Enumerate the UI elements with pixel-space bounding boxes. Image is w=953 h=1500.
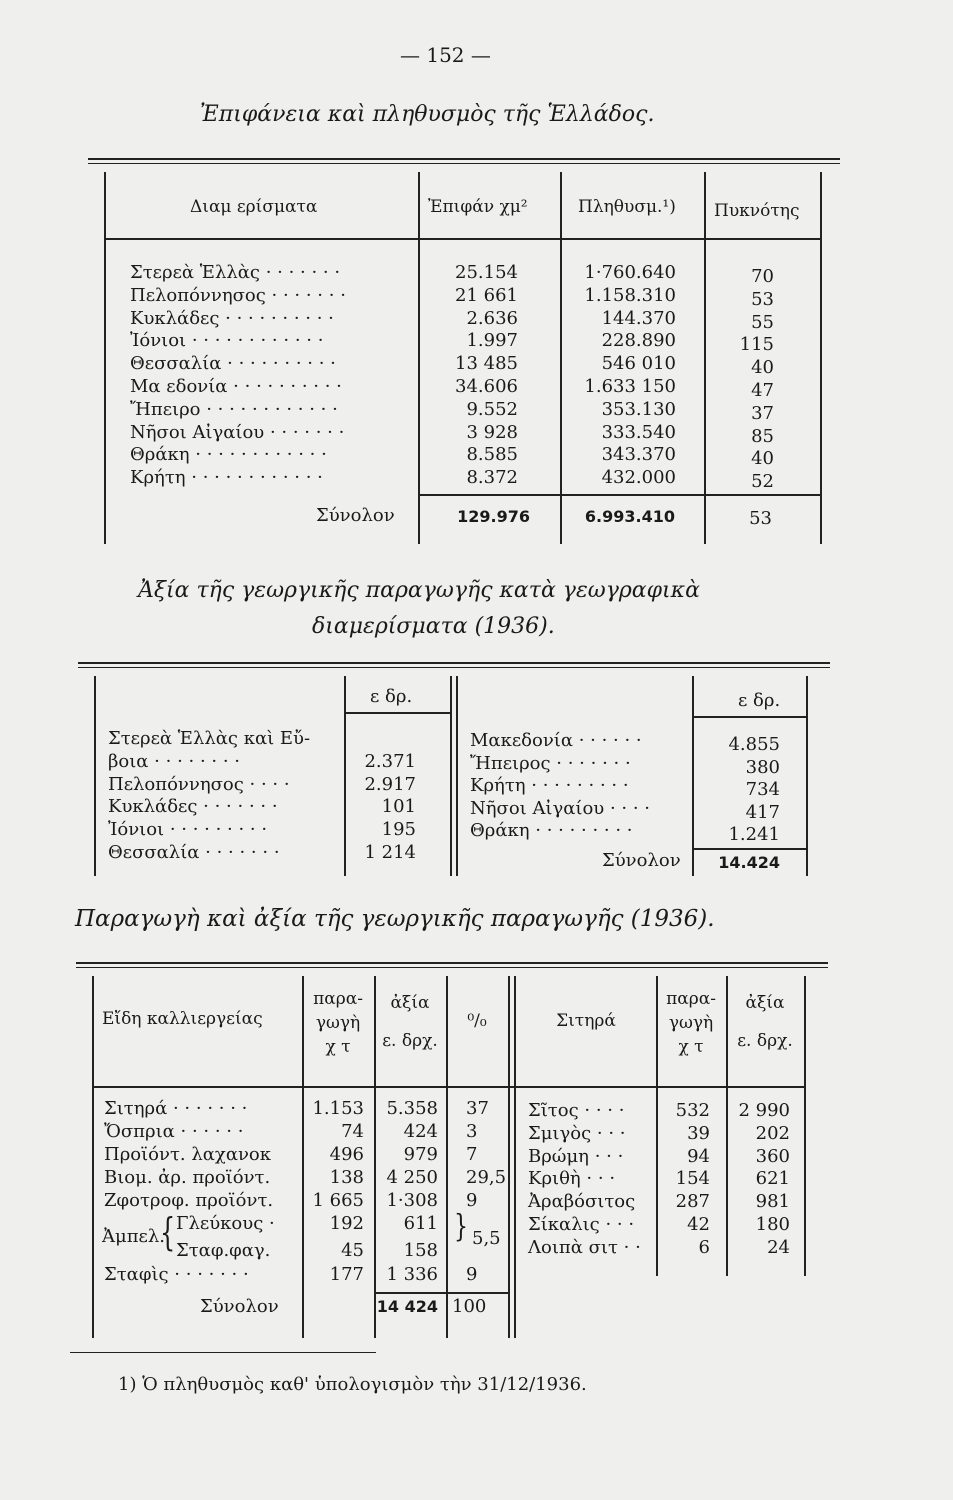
- table2-top-rule2: [78, 667, 830, 668]
- table2-left-value: 101: [381, 796, 416, 818]
- table1-region-name: Μα εδονία · · · · · · · · · ·: [130, 376, 342, 397]
- table3-divider-4: [508, 976, 510, 1338]
- table2-left-region: βοια · · · · · · · ·: [108, 750, 241, 772]
- table3-production-cell: 45: [341, 1240, 364, 1261]
- table2-right-region: Μακεδονία · · · · · ·: [470, 730, 642, 751]
- table2-right-value: 380: [745, 756, 780, 778]
- table1-divider-3: [704, 172, 706, 544]
- table3-value-cell: 979: [403, 1144, 438, 1165]
- table1-total-area: 129.976: [457, 507, 530, 526]
- table1-region-name: Κυκλάδες · · · · · · · · · ·: [130, 307, 334, 329]
- footnote-rule: [70, 1352, 376, 1353]
- table2-left-region: Θεσσαλία · · · · · · ·: [108, 842, 280, 863]
- table3-total-rule: [374, 1292, 508, 1294]
- table3-value-cell: 158: [403, 1240, 438, 1261]
- table1-region-name: Ἰόνιοι · · · · · · · · · · · ·: [130, 330, 324, 352]
- table1-border-right: [820, 172, 822, 544]
- table3-crop-kind: Ὄσπρια · · · · · ·: [104, 1121, 244, 1142]
- table3-value-cell: 424: [403, 1121, 438, 1142]
- table3-cereal-name: Σῖτος · · · ·: [528, 1100, 625, 1121]
- table3-header-val-1: ἀξία: [390, 993, 430, 1013]
- table3-value-cell: 1 336: [386, 1264, 438, 1285]
- table1-title: Ἐπιφάνεια καὶ πληθυσμὸς τῆς Ἑλλάδος.: [200, 102, 655, 127]
- table3-cereal-value: 202: [755, 1122, 790, 1144]
- table3-value-cell: 1·308: [386, 1190, 438, 1211]
- table1-density-cell: 37: [751, 402, 774, 424]
- table2-divider-2: [450, 676, 452, 876]
- table2-divider-3: [456, 676, 458, 876]
- table3-title: Παραγωγὴ καὶ ἀξία τῆς γεωργικῆς παραγωγῆς (1936).: [75, 906, 715, 932]
- table3-production-cell: 138: [329, 1167, 364, 1188]
- table3-top-rule2: [76, 967, 828, 968]
- table3-production-cell: 496: [329, 1144, 364, 1165]
- table2-total-rule: [692, 848, 806, 850]
- table3-header-cereals: Σιτηρά: [556, 1011, 616, 1031]
- table3-percent-cell: 29,5: [466, 1167, 507, 1188]
- table1-header-density: Πυκνότης: [714, 201, 800, 221]
- table1-top-rule: [88, 158, 840, 160]
- table1-area-cell: 3 928: [466, 421, 518, 443]
- table2-header-rule-left: [344, 712, 450, 714]
- table1-region-name: Στερεὰ Ἑλλὰς · · · · · · ·: [130, 262, 341, 283]
- table3-header-rule: [92, 1086, 804, 1088]
- table2-right-region: Θράκη · · · · · · · · ·: [470, 820, 633, 842]
- table3-production-cell: 1.153: [312, 1098, 364, 1119]
- table2-right-region: Νῆσοι Αἰγαίου · · · ·: [470, 797, 651, 819]
- table3-percent-cell: 9: [466, 1264, 478, 1285]
- table3-cereal-production: 532: [675, 1100, 710, 1121]
- table2-right-value: 734: [745, 779, 780, 801]
- table3-crop-kind: Γλεύκους ·: [176, 1213, 275, 1234]
- table1-header-population: Πληθυσμ.¹): [578, 197, 676, 217]
- table1-area-cell: 8.585: [466, 444, 518, 466]
- table1-population-cell: 228.890: [601, 330, 676, 352]
- table1-density-cell: 115: [739, 334, 774, 356]
- table1-region-name: Πελοπόννησος · · · · · · ·: [130, 284, 346, 306]
- table2-left-region: Κυκλάδες · · · · · · ·: [108, 796, 278, 818]
- table3-divider-3: [446, 976, 448, 1338]
- table1-density-cell: 40: [751, 448, 774, 470]
- table3-cereal-name: Ἀραβόσιτος: [528, 1191, 636, 1213]
- table1-region-name: Κρήτη · · · · · · · · · · · ·: [130, 467, 323, 489]
- table3-production-cell: 74: [341, 1121, 364, 1142]
- table3-cereal-value: 180: [755, 1214, 790, 1235]
- table1-density-cell: 40: [751, 357, 774, 379]
- table3-header-val-2: ε. δρχ.: [382, 1031, 438, 1051]
- table2-header-rule-right: [692, 716, 806, 718]
- table3-cereal-name: Λοιπὰ σιτ · ·: [528, 1236, 641, 1258]
- table3-header-val2-2: ε. δρχ.: [737, 1031, 793, 1051]
- table3-value-cell: 611: [403, 1213, 438, 1234]
- table1-area-cell: 34.606: [455, 376, 518, 397]
- table3-divider-5: [514, 976, 516, 1338]
- table2-left-value: 195: [381, 819, 416, 841]
- table1-density-cell: 53: [751, 288, 774, 310]
- table1-population-cell: 1.633 150: [584, 376, 676, 397]
- table3-total-percent: 100: [452, 1296, 487, 1317]
- table3-cereal-production: 287: [675, 1191, 710, 1213]
- table1-density-cell: 70: [751, 266, 774, 287]
- table1-population-cell: 343.370: [601, 444, 676, 466]
- table1-total-density: 53: [749, 508, 772, 529]
- table2-divider-4: [692, 676, 694, 876]
- table2-left-region: Ἰόνιοι · · · · · · · · ·: [108, 819, 268, 841]
- table2-left-region: Στερεὰ Ἑλλὰς καὶ Εὔ-: [108, 728, 311, 749]
- table1-population-cell: 144.370: [601, 307, 676, 329]
- table3-cereal-production: 94: [687, 1145, 710, 1167]
- table1-header-regions: Διαμ ερίσματα: [190, 197, 318, 217]
- table1-area-cell: 9.552: [466, 398, 518, 420]
- table1-area-cell: 8.372: [466, 467, 518, 489]
- table2-right-region: Ἤπειρος · · · · · · ·: [470, 752, 631, 774]
- table3-value-cell: 5.358: [386, 1098, 438, 1119]
- table3-border-left: [92, 976, 94, 1338]
- table1-region-name: Θράκη · · · · · · · · · · · ·: [130, 444, 327, 466]
- table3-header-prod2-1: παρα-: [666, 989, 716, 1009]
- table2-left-value: 1 214: [364, 842, 416, 863]
- table1-total-population: 6.993.410: [584, 507, 675, 526]
- table3-production-cell: 192: [329, 1213, 364, 1234]
- table3-cereal-name: Σίκαλις · · ·: [528, 1214, 635, 1235]
- table3-ampel-brace: {: [160, 1209, 176, 1255]
- table3-crop-kind: Σταφ.φαγ.: [176, 1240, 271, 1261]
- table3-cereal-production: 39: [687, 1122, 710, 1144]
- table3-production-cell: 177: [329, 1264, 364, 1285]
- table1-header-rule: [104, 238, 820, 240]
- table3-cereal-name: Κριθὴ · · ·: [528, 1168, 616, 1190]
- table1-density-cell: 52: [751, 471, 774, 493]
- table1-region-name: Θεσσαλία · · · · · · · · · ·: [130, 353, 336, 375]
- table3-crop-kind: Σταφὶς · · · · · · ·: [104, 1264, 249, 1285]
- table1-population-cell: 333.540: [601, 421, 676, 443]
- table3-cereal-value: 981: [755, 1191, 790, 1213]
- table1-population-cell: 432.000: [601, 467, 676, 489]
- table2-right-region: Κρήτη · · · · · · · · ·: [470, 775, 629, 797]
- table2-top-rule: [78, 662, 830, 664]
- table3-header-prod2-2: γωγὴ: [668, 1013, 714, 1033]
- table1-area-cell: 13 485: [455, 353, 518, 375]
- table2-left-value: 2.917: [364, 773, 416, 795]
- table3-cereal-value: 2 990: [738, 1100, 790, 1121]
- table1-population-cell: 1.158.310: [584, 284, 676, 306]
- table2-title-line1: Ἀξία τῆς γεωργικῆς παραγωγῆς κατὰ γεωγραφικὰ: [138, 578, 700, 603]
- table1-top-rule2: [88, 163, 840, 164]
- table3-cereal-name: Βρώμη · · ·: [528, 1145, 624, 1167]
- table2-right-value: 4.855: [728, 734, 780, 755]
- table1-density-cell: 85: [751, 425, 774, 447]
- table3-percent-cell: 3: [466, 1121, 478, 1142]
- table3-top-rule: [76, 962, 828, 964]
- table3-cereal-production: 154: [675, 1168, 710, 1190]
- table1-population-cell: 353.130: [601, 398, 676, 420]
- table2-unit-right: ε δρ.: [738, 690, 781, 711]
- table1-population-cell: 546 010: [601, 353, 676, 375]
- table3-ampel-label: Ἀμπελ.: [102, 1226, 165, 1247]
- table3-border-right: [804, 976, 806, 1276]
- footnote: 1) Ὁ πληθυσμὸς καθ' ὑπολογισμὸν τὴν 31/12/1936.: [118, 1374, 587, 1395]
- table1-region-name: Νῆσοι Αἰγαίου · · · · · · ·: [130, 421, 345, 443]
- table1-total-label: Σύνολον: [316, 505, 395, 526]
- table1-density-cell: 47: [751, 380, 774, 401]
- table3-cereal-production: 6: [698, 1236, 710, 1258]
- table1-region-name: Ἤπειρο · · · · · · · · · · · ·: [130, 398, 338, 420]
- table2-total-label: Σύνολον: [602, 850, 681, 871]
- table1-area-cell: 21 661: [455, 284, 518, 306]
- page-number: — 152 —: [400, 43, 491, 67]
- table1-population-cell: 1·760.640: [584, 262, 676, 283]
- table3-cereal-value: 360: [755, 1145, 790, 1167]
- table2-total-value: 14.424: [718, 853, 780, 872]
- table3-total-value: 14 424: [376, 1297, 438, 1316]
- table3-percent-cell: 7: [466, 1144, 478, 1165]
- table3-cereal-value: 621: [755, 1168, 790, 1190]
- table2-border-right: [806, 676, 808, 876]
- table3-ampel-pct: 5,5: [472, 1228, 501, 1249]
- table2-right-value: 417: [745, 801, 780, 823]
- table2-left-region: Πελοπόννησος · · · ·: [108, 773, 290, 795]
- table1-header-area: Ἐπιφάν χμ²: [428, 197, 528, 217]
- table3-crop-kind: Προϊόντ. λαχανοκ: [104, 1144, 272, 1165]
- table3-header-percent: ⁰/₀: [467, 1011, 487, 1031]
- table3-header-kind: Εἴδη καλλιεργείας: [102, 1009, 263, 1029]
- table2-title-line2: διαμερίσματα (1936).: [312, 614, 555, 639]
- table3-crop-kind: Ζφοτροφ. προϊόντ.: [104, 1190, 274, 1211]
- table3-ampel-pct-brace: }: [454, 1210, 468, 1245]
- table3-header-prod-3: χ τ: [325, 1037, 351, 1057]
- table2-border-left: [94, 676, 96, 876]
- table3-header-prod2-3: χ τ: [678, 1037, 704, 1057]
- table3-header-prod-2: γωγὴ: [315, 1013, 361, 1033]
- table3-header-prod-1: παρα-: [313, 989, 363, 1009]
- table3-total-label: Σύνολον: [200, 1296, 279, 1317]
- table3-crop-kind: Σιτηρά · · · · · · ·: [104, 1098, 248, 1119]
- table1-border-left: [104, 172, 106, 544]
- table3-header-val2-1: ἀξία: [745, 993, 785, 1013]
- table3-crop-kind: Βιομ. ἀρ. προϊόντ.: [104, 1167, 271, 1188]
- table1-density-cell: 55: [751, 311, 774, 333]
- table3-value-cell: 4 250: [386, 1167, 438, 1188]
- table2-left-value: 2.371: [364, 750, 416, 772]
- table3-cereal-production: 42: [687, 1214, 710, 1235]
- table3-percent-cell: 9: [466, 1190, 478, 1211]
- table1-area-cell: 1.997: [466, 330, 518, 352]
- table1-total-rule: [418, 494, 820, 496]
- table2-unit-left: ε δρ.: [370, 686, 413, 707]
- table3-percent-cell: 37: [466, 1098, 489, 1119]
- table2-right-value: 1.241: [728, 824, 780, 846]
- table3-cereal-name: Σμιγὸς · · ·: [528, 1122, 626, 1144]
- table3-production-cell: 1 665: [312, 1190, 364, 1211]
- table3-cereal-value: 24: [767, 1236, 790, 1258]
- table1-area-cell: 25.154: [455, 262, 518, 283]
- table1-area-cell: 2.636: [466, 307, 518, 329]
